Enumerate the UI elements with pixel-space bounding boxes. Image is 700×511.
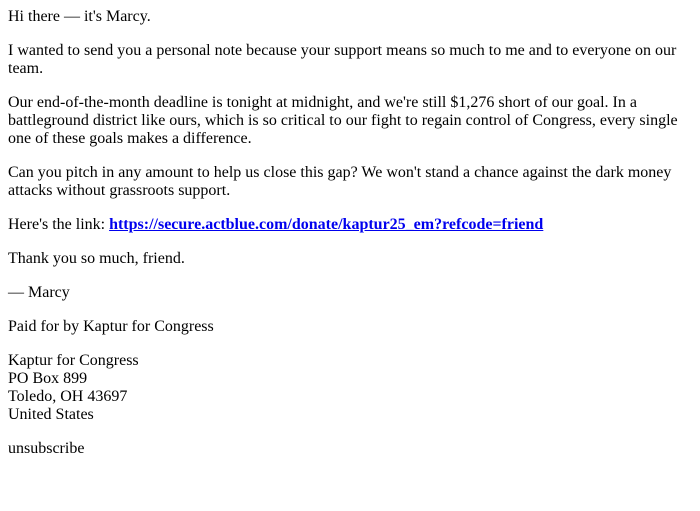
- address-name: Kaptur for Congress: [8, 352, 139, 369]
- address-country: United States: [8, 406, 94, 423]
- address-street: PO Box 899: [8, 370, 88, 387]
- paid-for-disclaimer: Paid for by Kaptur for Congress: [8, 318, 214, 335]
- mailing-address: [8, 352, 692, 424]
- deadline-paragraph: Our end-of-the-month deadline is tonight at midnight, and we're still $1,276 short of our goal. In a battleground district like ours, which is so critical to our fight to regain control of Congress, every single one of these goals makes a difference.: [8, 94, 678, 147]
- unsubscribe-text[interactable]: unsubscribe: [8, 440, 85, 457]
- link-prefix: Here's the link:: [8, 216, 110, 233]
- greeting: Hi there — it's Marcy.: [8, 8, 151, 25]
- thanks-paragraph: Thank you so much, friend.: [8, 250, 185, 267]
- intro-paragraph: I wanted to send you a personal note because your support means so much to me and to everyone on our team.: [8, 42, 677, 77]
- email-body: [8, 8, 692, 474]
- link-paragraph: [8, 216, 692, 234]
- ask-paragraph: Can you pitch in any amount to help us close this gap? We won't stand a chance against the dark money attacks without grassroots support.: [8, 164, 672, 199]
- address-city: Toledo, OH 43697: [8, 388, 128, 405]
- donate-link[interactable]: https://secure.actblue.com/donate/kaptur25_em?refcode=friend: [109, 216, 544, 233]
- signature: — Marcy: [8, 284, 70, 301]
